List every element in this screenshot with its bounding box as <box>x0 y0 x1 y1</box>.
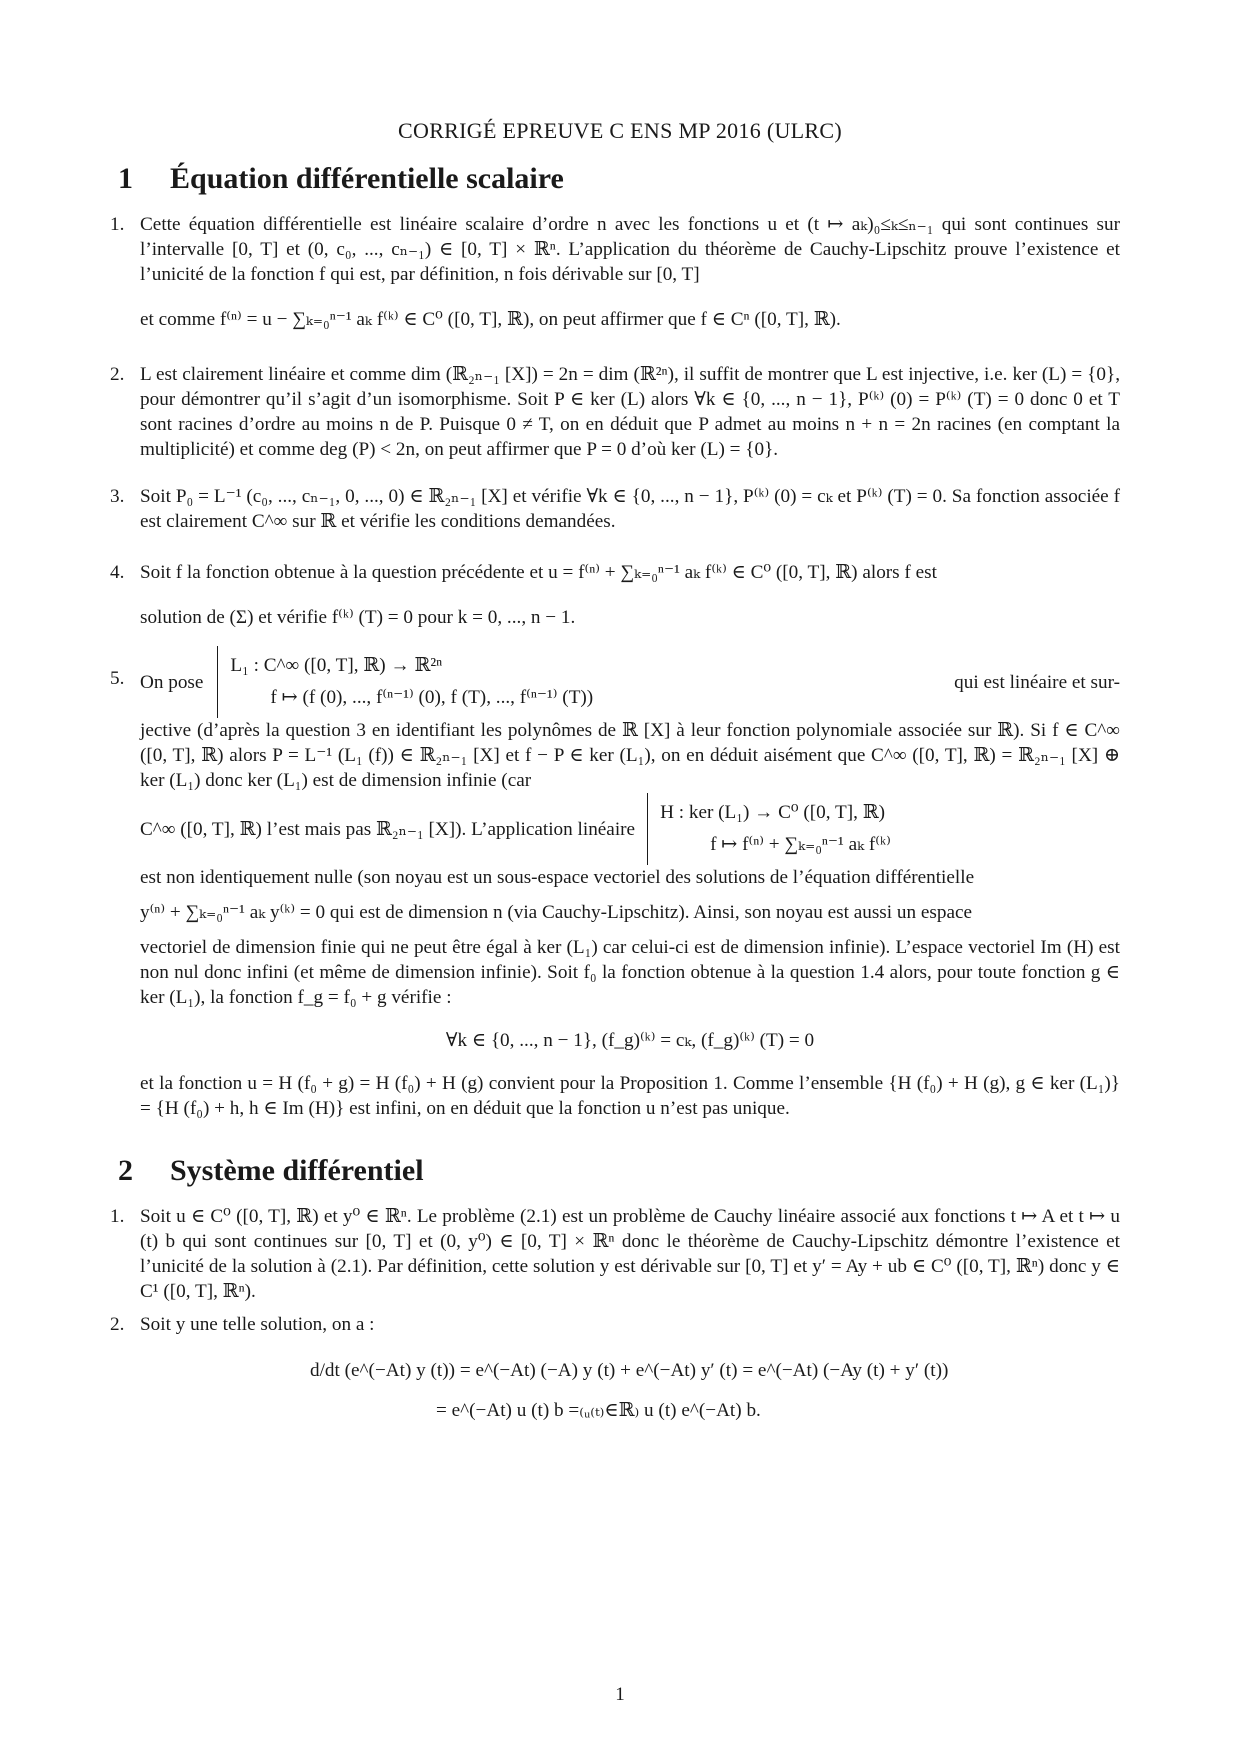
item-label: 4. <box>110 562 125 583</box>
paragraph: et comme f⁽ⁿ⁾ = u − ∑ₖ₌₀ⁿ⁻¹ aₖ f⁽ᵏ⁾ ∈ C⁰ ([0, T], ℝ), on peut affirmer que f ∈ Cⁿ ([0, T], ℝ). <box>140 309 841 330</box>
paragraph: Soit u ∈ C⁰ ([0, T], ℝ) et y⁰ ∈ ℝⁿ. Le problème (2.1) est un problème de Cauchy linéaire associé aux fonctions t ↦ A et t ↦ u (t) b qui sont continues sur [0, T] et (0, y⁰) ∈ [0, T] × ℝⁿ donc le théorème de Cauchy-Lipschitz démontre l’existence et l’unicité de la solution à (2.1). Par définition, cette solution y est dérivable sur [0, T] et y′ = Ay + ub ∈ C⁰ ([0, T], ℝⁿ) donc y ∈ C¹ ([0, T], ℝⁿ). <box>140 1206 1120 1302</box>
paragraph: vectoriel de dimension finie qui ne peut être égal à ker (L₁) car celui-ci est de dimension infinie). L’espace vectoriel Im (H) est non nul donc infini (et même de dimension infinie). Soit f₀ la fonction obtenue à la question 1.4 alors, pour toute fonction g ∈ ker (L₁), la fonction f_g = f₀ + g vérifie : <box>140 937 1120 1008</box>
after-map-text: qui est linéaire et sur- <box>954 671 1120 693</box>
aligned-equation <box>310 1351 1120 1431</box>
paragraph: solution de (Σ) et vérifie f⁽ᵏ⁾ (T) = 0 pour k = 0, ..., n − 1. <box>140 607 576 628</box>
paragraph: y⁽ⁿ⁾ + ∑ₖ₌₀ⁿ⁻¹ aₖ y⁽ᵏ⁾ = 0 qui est de dimension n (via Cauchy-Lipschitz). Ainsi, son noyau est aussi un espace <box>140 902 973 923</box>
section-1-title: Équation différentielle scalaire <box>170 162 564 195</box>
s1-item-5 <box>110 646 1120 1121</box>
section-1-heading <box>118 162 564 196</box>
section-2-number: 2 <box>118 1154 133 1187</box>
paragraph: jective (d’après la question 3 en identifiant les polynômes de ℝ [X] à leur fonction polynomiale associée sur ℝ). Si f ∈ C^∞ ([0, T], ℝ) alors P = L⁻¹ (L₁ (f)) ∈ ℝ₂ₙ₋₁ [X] et f − P ∈ ker (L₁), on en déduit aisément que C^∞ ([0, T], ℝ) = ℝ₂ₙ₋₁ [X] ⊕ ker (L₁) donc ker (L₁) est de dimension infinie (car <box>140 720 1120 791</box>
map-l1 <box>217 646 605 718</box>
section-1-number: 1 <box>118 162 133 195</box>
page-number: 1 <box>615 1684 625 1705</box>
map-h-line-1: H : ker (L₁) → C⁰ ([0, T], ℝ) <box>660 802 886 823</box>
map-l1-row <box>140 646 1120 718</box>
map-l1-line-1: L₁ : C^∞ ([0, T], ℝ) → ℝ²ⁿ <box>230 655 443 676</box>
item-label: 3. <box>110 486 125 507</box>
s1-item-3 <box>110 484 1120 534</box>
map-h-line-2: f ↦ f⁽ⁿ⁾ + ∑ₖ₌₀ⁿ⁻¹ aₖ f⁽ᵏ⁾ <box>710 834 891 855</box>
paragraph: Soit f la fonction obtenue à la question précédente et u = f⁽ⁿ⁾ + ∑ₖ₌₀ⁿ⁻¹ aₖ f⁽ᵏ⁾ ∈ C⁰ ([0, T], ℝ) alors f est <box>140 562 937 583</box>
paragraph: L est clairement linéaire et comme dim (ℝ₂ₙ₋₁ [X]) = 2n = dim (ℝ²ⁿ), il suffit de montrer que L est injective, i.e. ker (L) = {0}, pour démontrer qu’il s’agit d’un isomorphisme. Soit P ∈ ker (L) alors ∀k ∈ {0, ..., n − 1}, P⁽ᵏ⁾ (0) = P⁽ᵏ⁾ (T) = 0 donc 0 et T sont racines d’ordre au moins n de P. Puisque 0 ≠ T, on en déduit que P admet au moins n + n = 2n racines (en comptant la multiplicité) et comme deg (P) < 2n, on peut affirmer que P = 0 d’où ker (L) = {0}. <box>140 364 1120 460</box>
paragraph: C^∞ ([0, T], ℝ) l’est mais pas ℝ₂ₙ₋₁ [X]). L’application linéaire <box>140 818 636 840</box>
s1-item-1 <box>110 212 1120 332</box>
equation-line-1: d/dt (e^(−At) y (t)) = e^(−At) (−A) y (t) + e^(−At) y′ (t) = e^(−At) (−Ay (t) + y′ (t)) <box>310 1360 949 1381</box>
item-label: 1. <box>110 1206 125 1227</box>
map-h <box>647 793 903 865</box>
s1-item-4 <box>110 560 1120 630</box>
item-label: 2. <box>110 1314 125 1335</box>
item-label: 2. <box>110 364 125 385</box>
s1-item-2 <box>110 362 1120 462</box>
paragraph: Soit y une telle solution, on a : <box>140 1314 375 1335</box>
paragraph: est non identiquement nulle (son noyau est un sous-espace vectoriel des solutions de l’équation différentielle <box>140 867 975 888</box>
section-2-title: Système différentiel <box>170 1154 424 1187</box>
document-title: CORRIGÉ EPREUVE C ENS MP 2016 (ULRC) <box>398 118 842 143</box>
s2-item-2 <box>110 1312 1120 1431</box>
paragraph: Cette équation différentielle est linéaire scalaire d’ordre n avec les fonctions u et (t ↦ aₖ)₀≤ₖ≤ₙ₋₁ qui sont continues sur l’intervalle [0, T] et (0, c₀, ..., cₙ₋₁) ∈ [0, T] × ℝⁿ. L’application du théorème de Cauchy-Lipschitz prouve l’existence et l’unicité de la fonction f qui est, par définition, n fois dérivable sur [0, T] <box>140 214 1120 285</box>
lead-text: On pose <box>140 671 204 693</box>
map-l1-line-2: f ↦ (f (0), ..., f⁽ⁿ⁻¹⁾ (0), f (T), ..., f⁽ⁿ⁻¹⁾ (T)) <box>270 687 594 708</box>
section-2-heading <box>118 1154 424 1188</box>
paragraph: Soit P₀ = L⁻¹ (c₀, ..., cₙ₋₁, 0, ..., 0) ∈ ℝ₂ₙ₋₁ [X] et vérifie ∀k ∈ {0, ..., n − 1}, P⁽ᵏ⁾ (0) = cₖ et P⁽ᵏ⁾ (T) = 0. Sa fonction associée f est clairement C^∞ sur ℝ et vérifie les conditions demandées. <box>140 486 1120 532</box>
equation-line-2: = e^(−At) u (t) b =₍ᵤ₍ₜ₎∈ℝ₎ u (t) e^(−At) b. <box>436 1400 761 1421</box>
display-equation: ∀k ∈ {0, ..., n − 1}, (f_g)⁽ᵏ⁾ = cₖ, (f_g)⁽ᵏ⁾ (T) = 0 <box>445 1030 815 1051</box>
paragraph: et la fonction u = H (f₀ + g) = H (f₀) + H (g) convient pour la Proposition 1. Comme l’ensemble {H (f₀) + H (g), g ∈ ker (L₁)} = {H (f₀) + h, h ∈ Im (H)} est infini, on en déduit que la fonction u n’est pas unique. <box>140 1073 1120 1119</box>
s2-item-1 <box>110 1204 1120 1304</box>
item-label: 1. <box>110 214 125 235</box>
item-label: 5. <box>110 668 125 689</box>
map-h-row <box>140 793 1120 865</box>
